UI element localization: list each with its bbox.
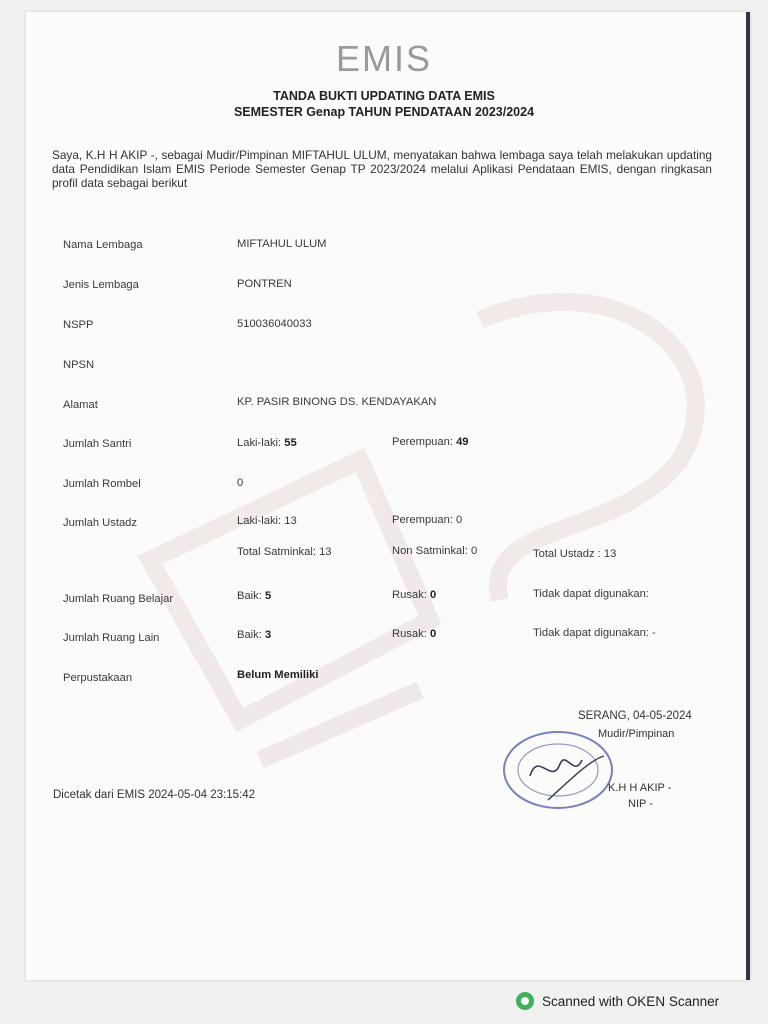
ruang-lain-baik-value: 3 bbox=[264, 629, 272, 641]
label-npsn: NPSN bbox=[63, 359, 95, 371]
ruang-belajar-rusak-value: 0 bbox=[429, 589, 437, 601]
value-nama-lembaga: MIFTAHUL ULUM bbox=[237, 238, 327, 250]
santri-perempuan-value: 49 bbox=[456, 436, 469, 448]
value-nspp: 510036040033 bbox=[237, 318, 312, 330]
santri-laki bbox=[237, 437, 297, 449]
ruang-belajar-baik-value: 5 bbox=[264, 590, 272, 602]
value-jenis-lembaga: PONTREN bbox=[237, 278, 292, 290]
scanner-logo-icon bbox=[516, 992, 534, 1010]
ruang-lain-rusak bbox=[392, 628, 436, 640]
ustadz-laki: Laki-laki: 13 bbox=[237, 515, 297, 527]
ustadz-total: Total Ustadz : 13 bbox=[533, 548, 617, 560]
value-jumlah-rombel: 0 bbox=[237, 477, 244, 489]
ustadz-perempuan: Perempuan: 0 bbox=[392, 514, 463, 526]
santri-laki-label: Laki-laki: bbox=[237, 437, 282, 449]
label-ruang-lain: Jumlah Ruang Lain bbox=[63, 632, 160, 644]
ustadz-non-satminkal: Non Satminkal: 0 bbox=[392, 545, 478, 557]
label-ruang-belajar: Jumlah Ruang Belajar bbox=[63, 593, 174, 605]
document-title: TANDA BUKTI UPDATING DATA EMIS bbox=[273, 89, 495, 103]
signature-block bbox=[480, 700, 740, 830]
value-alamat: KP. PASIR BINONG DS. KENDAYAKAN bbox=[237, 396, 437, 408]
sign-location-date: SERANG, 04-05-2024 bbox=[578, 710, 692, 722]
label-alamat: Alamat bbox=[63, 399, 98, 411]
label-jenis-lembaga: Jenis Lembaga bbox=[63, 279, 139, 291]
ruang-belajar-rusak-label: Rusak: bbox=[392, 589, 427, 601]
label-jumlah-ustadz: Jumlah Ustadz bbox=[63, 517, 137, 529]
sign-nip: NIP - bbox=[628, 798, 653, 810]
institution-seal-icon bbox=[500, 720, 620, 815]
label-jumlah-santri: Jumlah Santri bbox=[63, 438, 132, 450]
intro-paragraph: Saya, K.H H AKIP -, sebagai Mudir/Pimpinan MIFTAHUL ULUM, menyatakan bahwa lembaga saya telah melakukan updating data Pendidikan Islam EMIS Periode Semester Genap TP 2023/2024 melalui Aplikasi Pendataan EMIS, dengan ringkasan profil data sebagai berikut bbox=[52, 148, 712, 190]
perpustakaan-status: Belum Memiliki bbox=[237, 669, 319, 681]
scanner-footer bbox=[516, 991, 719, 1011]
ruang-belajar-tidak: Tidak dapat digunakan: bbox=[533, 588, 649, 600]
santri-perempuan-label: Perempuan: bbox=[392, 436, 453, 448]
label-nspp: NSPP bbox=[63, 319, 94, 331]
ruang-belajar-rusak bbox=[392, 589, 436, 601]
sign-role: Mudir/Pimpinan bbox=[598, 728, 675, 740]
emis-logo: EMIS bbox=[335, 38, 432, 79]
label-perpustakaan: Perpustakaan bbox=[63, 672, 133, 684]
ruang-lain-baik-label: Baik: bbox=[237, 629, 262, 641]
label-jumlah-rombel: Jumlah Rombel bbox=[63, 478, 141, 490]
printed-timestamp: Dicetak dari EMIS 2024-05-04 23:15:42 bbox=[53, 789, 256, 801]
label-nama-lembaga: Nama Lembaga bbox=[63, 239, 143, 251]
ruang-lain-tidak: Tidak dapat digunakan: - bbox=[533, 627, 656, 639]
value-perpustakaan bbox=[237, 669, 318, 681]
ruang-lain-baik bbox=[237, 629, 271, 641]
santri-perempuan bbox=[392, 436, 469, 448]
ruang-lain-rusak-value: 0 bbox=[429, 628, 437, 640]
ustadz-total-satminkal: Total Satminkal: 13 bbox=[237, 546, 332, 558]
ruang-belajar-baik bbox=[237, 590, 271, 602]
ruang-belajar-baik-label: Baik: bbox=[237, 590, 262, 602]
santri-laki-value: 55 bbox=[284, 437, 297, 449]
scanner-label: Scanned with OKEN Scanner bbox=[542, 993, 720, 1009]
sign-name: K.H H AKIP - bbox=[608, 782, 672, 794]
document-subtitle: SEMESTER Genap TAHUN PENDATAAN 2023/2024 bbox=[233, 105, 535, 119]
ruang-lain-rusak-label: Rusak: bbox=[392, 628, 427, 640]
